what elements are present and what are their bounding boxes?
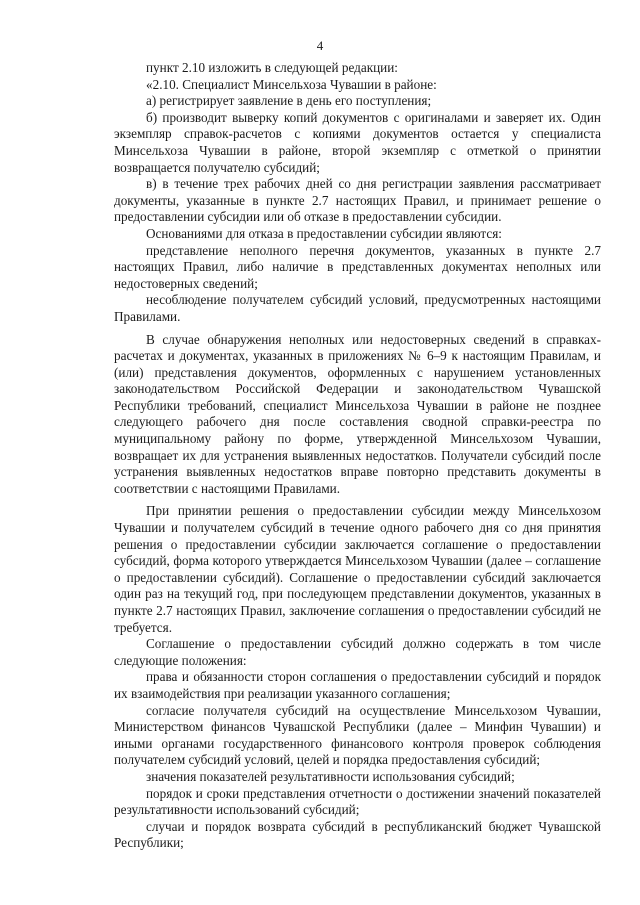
paragraph-10: При принятии решения о предоставлении субсидии между Минсельхозом Чувашии и получателем субсидий в течение одного рабочего дня со дня принятия решения о предоставлении субсидии заключается соглашение о предоставлении субсидий, форма которого утверждается Минсельхозом Чувашии (далее – соглашение о предоставлении субсидий). Соглашение о предоставлении субсидий заключается один раз на текущий год, при последующем представлении документов, указанных в пункте 2.7 настоящих Правил, заключение соглашения о предоставлении субсидий не требуется. — [114, 503, 601, 635]
paragraph-13: согласие получателя субсидий на осуществление Минсельхозом Чувашии, Министерством финансов Чувашской Республики (далее – Минфин Чувашии) и иными органами государственного финансового контроля проверок соблюдения получателем субсидий условий, целей и порядка предоставления субсидий; — [114, 702, 601, 768]
document-body — [114, 60, 601, 852]
paragraph-1: пункт 2.10 изложить в следующей редакции: — [146, 60, 398, 75]
paragraph-2: «2.10. Специалист Минсельхоза Чувашии в районе: — [146, 76, 437, 92]
paragraph-9: В случае обнаружения неполных или недостоверных сведений в справках-расчетах и документах, указанных в приложениях № 6–9 к настоящим Правилам, и (или) представления документов, оформленных с нарушением установленных законодательством Российской Федерации и законодательством Чувашской Республики требований, специалист Минсельхоза Чувашии в районе не позднее следующего рабочего дня после составления сводной справки-реестра по муниципальному району по форме, утвержденной Минсельхозом Чувашии, возвращает их для устранения выявленных недостатков. Получатели субсидий после устранения выявленных недостатков вправе повторно представить документы в соответствии с настоящими Правилами. — [114, 331, 601, 496]
page-number: 4 — [316, 38, 324, 53]
paragraph-8: несоблюдение получателем субсидий условий, предусмотренных настоящими Правилами. — [114, 292, 601, 324]
paragraph-14: значения показателей результативности использования субсидий; — [146, 768, 515, 784]
paragraph-11: Соглашение о предоставлении субсидий должно содержать в том числе следующие положения: — [114, 636, 601, 668]
paragraph-5: в) в течение трех рабочих дней со дня регистрации заявления рассматривает документы, указанные в пункте 2.7 настоящих Правил, и принимает решение о предоставлении субсидии или об отказе в предоставлении субсидии. — [114, 176, 601, 225]
paragraph-15: порядок и сроки представления отчетности о достижении значений показателей результативности использований субсидий; — [114, 785, 601, 818]
paragraph-12: права и обязанности сторон соглашения о предоставлении субсидий и порядок их взаимодействия при реализации указанного соглашения; — [114, 669, 601, 701]
paragraph-4: б) производит выверку копий документов с оригиналами и заверяет их. Один экземпляр справок-расчетов с копиями документов остается у специалиста Минсельхоза Чувашии в районе, второй экземпляр с отметкой о принятии возвращается получателю субсидий; — [114, 109, 601, 175]
paragraph-16: случаи и порядок возврата субсидий в республиканский бюджет Чувашской Республики; — [114, 818, 601, 851]
paragraph-6: Основаниями для отказа в предоставлении субсидии являются: — [146, 225, 502, 241]
paragraph-3: а) регистрирует заявление в день его поступления; — [146, 93, 432, 109]
paragraph-7: представление неполного перечня документов, указанных в пункте 2.7 настоящих Правил, либо наличие в представленных документах неполных или недостоверных сведений; — [114, 242, 601, 291]
